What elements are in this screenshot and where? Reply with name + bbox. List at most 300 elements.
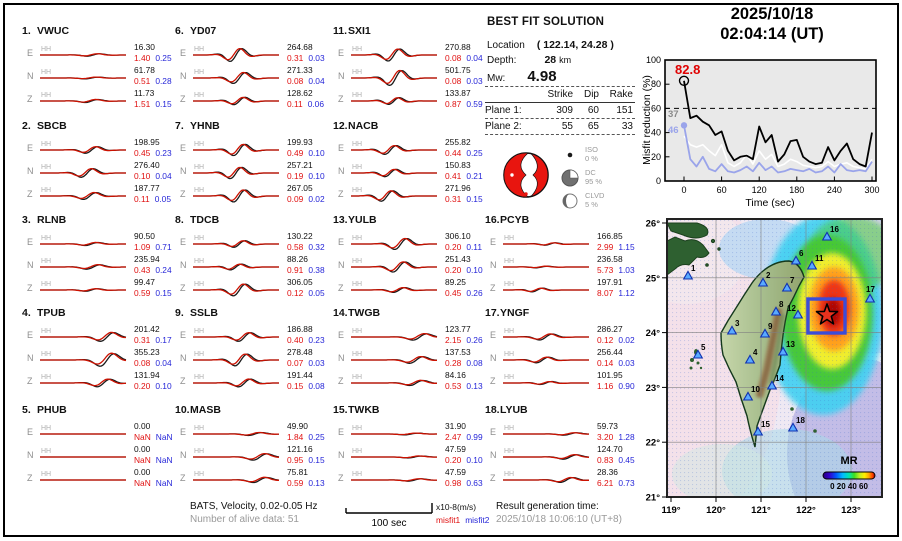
station-block [22, 307, 175, 404]
svg-text:0: 0 [681, 185, 687, 195]
source-components-legend [561, 144, 637, 213]
component-label: E [180, 237, 187, 247]
misfit-reduction-panel [638, 0, 902, 215]
component-label: N [180, 353, 187, 363]
station-title: 5. PHUB [22, 404, 67, 416]
svg-text:HH: HH [41, 69, 52, 76]
trace-values: 256.44 0.14 0.03 [597, 347, 635, 368]
waveform-trace-row [22, 370, 175, 396]
location-label: Location [487, 40, 525, 51]
waveform-trace-row [485, 370, 638, 396]
trace-values: 47.59 0.20 0.10 [445, 444, 483, 465]
station-block [485, 307, 638, 404]
svg-text:119°: 119° [661, 505, 681, 516]
trace-values: 90.50 1.09 0.71 [134, 231, 172, 252]
trace-values: 128.62 0.11 0.06 [287, 88, 324, 109]
trace-values: 31.90 2.47 0.99 [445, 421, 483, 442]
waveform-trace-row [333, 370, 486, 396]
svg-text:17: 17 [866, 285, 875, 294]
trace-values: 198.95 0.45 0.23 [134, 137, 172, 158]
colorbar-ticks: 0 20 40 60 [830, 482, 868, 491]
taiwan-map [638, 215, 902, 541]
waveform-trace-row [333, 277, 486, 303]
station-title: 8. TDCB [175, 214, 220, 226]
station-title: 17.YNGF [485, 307, 530, 319]
svg-text:HH: HH [352, 141, 363, 148]
waveform-plot [501, 277, 593, 303]
waveform-trace-row [485, 277, 638, 303]
svg-text:300: 300 [864, 185, 880, 195]
station-block [22, 404, 175, 501]
svg-text:60: 60 [716, 185, 727, 195]
trace-values: 123.77 2.15 0.26 [445, 324, 483, 345]
processing-info [190, 500, 317, 526]
svg-text:HH: HH [41, 187, 52, 194]
location-value: ( 122.14, 24.28 ) [536, 39, 614, 51]
waveform-trace-row [175, 467, 328, 493]
trace-values: 264.68 0.31 0.03 [287, 42, 325, 63]
map-base-layers [638, 215, 902, 541]
svg-text:2: 2 [766, 271, 771, 280]
svg-text:HH: HH [41, 425, 52, 432]
svg-text:240: 240 [826, 185, 842, 195]
waveform-plot [191, 183, 283, 209]
nodal-planes-table [485, 86, 635, 135]
component-label: E [27, 330, 34, 340]
svg-text:HH: HH [352, 425, 363, 432]
waveform-trace-row [22, 467, 175, 493]
svg-text:Time (sec): Time (sec) [745, 197, 795, 209]
solution-title: BEST FIT SOLUTION [487, 16, 605, 28]
time-scale-bar [344, 501, 440, 529]
trace-values: 197.91 8.07 1.12 [597, 277, 635, 298]
mw-value: 4.98 [527, 68, 557, 85]
waveform-trace-row [175, 88, 328, 114]
svg-text:HH: HH [352, 328, 363, 335]
svg-text:HH: HH [194, 448, 205, 455]
station-block [333, 214, 486, 311]
svg-text:HH: HH [504, 425, 515, 432]
trace-values: 267.05 0.09 0.02 [287, 183, 325, 204]
trace-values: 187.77 0.11 0.05 [134, 183, 171, 204]
waveform-plot [38, 277, 130, 303]
component-label: E [338, 427, 345, 437]
svg-text:HH: HH [352, 281, 363, 288]
waveform-trace-row [175, 277, 328, 303]
svg-text:22°: 22° [645, 437, 660, 449]
waveform-plot [501, 370, 593, 396]
best-fit-solution-panel [483, 8, 639, 214]
svg-text:HH: HH [352, 69, 363, 76]
component-label: E [180, 427, 187, 437]
svg-text:HH: HH [194, 374, 205, 381]
component-label: N [27, 450, 34, 460]
iso-component-icon [561, 144, 581, 166]
svg-text:HH: HH [352, 448, 363, 455]
station-title: 9. SSLB [175, 307, 219, 319]
svg-text:HH: HH [194, 164, 205, 171]
svg-text:25°: 25° [645, 273, 660, 285]
component-label: N [180, 166, 187, 176]
trace-values: 137.53 0.28 0.08 [445, 347, 483, 368]
bandpass-info: BATS, Velocity, 0.02-0.05 Hz [190, 501, 318, 512]
waveform-plot [349, 183, 441, 209]
map-panel [638, 215, 902, 541]
station-title: 14.TWGB [333, 307, 381, 319]
svg-text:HH: HH [504, 448, 515, 455]
component-label: E [27, 48, 34, 58]
station-title: 1. VWUC [22, 25, 70, 37]
waveform-plot [191, 467, 283, 493]
trace-values: 16.30 1.40 0.25 [134, 42, 172, 63]
svg-text:HH: HH [41, 471, 52, 478]
component-label: N [338, 71, 345, 81]
trace-values: 84.16 0.53 0.13 [445, 370, 483, 391]
svg-text:HH: HH [41, 281, 52, 288]
waveform-trace-row [333, 183, 486, 209]
waveform-trace-row [22, 183, 175, 209]
svg-text:HH: HH [41, 328, 52, 335]
svg-text:120: 120 [751, 185, 767, 195]
component-label: ISO 0 % [585, 145, 598, 163]
station-title: 18.LYUB [485, 404, 528, 416]
trace-values: 166.85 2.99 1.15 [597, 231, 635, 252]
svg-text:10: 10 [751, 385, 760, 394]
svg-text:13: 13 [786, 340, 795, 349]
component-label: Z [180, 376, 186, 386]
component-row [561, 190, 637, 213]
svg-text:37: 37 [668, 109, 679, 120]
svg-text:HH: HH [352, 187, 363, 194]
station-block [22, 120, 175, 217]
trace-values: 150.83 0.41 0.21 [445, 160, 483, 181]
svg-text:4: 4 [753, 348, 758, 357]
alive-data-count: Number of alive data: 51 [190, 514, 299, 525]
svg-text:180: 180 [789, 185, 805, 195]
waveform-plot [38, 370, 130, 396]
component-label: DC 95 % [585, 168, 603, 186]
trace-values: 0.00 NaN NaN [134, 467, 173, 488]
mw-row [487, 68, 557, 85]
station-block [333, 307, 486, 404]
station-title: 6. YD07 [175, 25, 217, 37]
trace-values: 355.23 0.08 0.04 [134, 347, 172, 368]
component-label: Z [490, 283, 496, 293]
misfit1-legend: misfit1 [436, 514, 461, 525]
trace-values: 75.81 0.59 0.13 [287, 467, 325, 488]
station-title: 15.TWKB [333, 404, 380, 416]
svg-text:16: 16 [830, 225, 839, 234]
station-block [333, 120, 486, 217]
station-block [485, 404, 638, 501]
svg-text:HH: HH [504, 235, 515, 242]
trace-values: 286.27 0.12 0.02 [597, 324, 635, 345]
svg-text:HH: HH [352, 258, 363, 265]
trace-values: 257.21 0.19 0.10 [287, 160, 325, 181]
depth-unit: km [559, 55, 572, 65]
svg-text:HH: HH [352, 351, 363, 358]
svg-text:9: 9 [768, 322, 773, 331]
component-label: N [338, 166, 345, 176]
nodal-plane-row: Plane 2: 55 65 33 [485, 119, 635, 135]
amplitude-units: x10-8(m/s) [436, 502, 477, 512]
result-label: Result generation time: [496, 501, 599, 512]
svg-text:HH: HH [194, 92, 205, 99]
depth-row [487, 54, 571, 66]
trace-values: 251.43 0.20 0.10 [445, 254, 483, 275]
svg-text:HH: HH [504, 281, 515, 288]
component-label: E [180, 330, 187, 340]
station-title: 10.MASB [175, 404, 221, 416]
component-label: E [338, 330, 345, 340]
component-label: N [27, 71, 34, 81]
svg-text:HH: HH [41, 164, 52, 171]
svg-text:HH: HH [194, 46, 205, 53]
trace-values: 0.00 NaN NaN [134, 444, 173, 465]
svg-text:HH: HH [352, 471, 363, 478]
station-block [333, 404, 486, 501]
waveform-trace-row [22, 88, 175, 114]
trace-values: 47.59 0.98 0.63 [445, 467, 483, 488]
component-label: N [490, 450, 497, 460]
component-label: N [338, 450, 345, 460]
svg-text:121°: 121° [751, 505, 771, 516]
svg-text:HH: HH [504, 258, 515, 265]
svg-text:HH: HH [194, 258, 205, 265]
component-label: Z [180, 189, 186, 199]
waveform-plot [349, 277, 441, 303]
event-date: 2025/10/18 [730, 5, 814, 23]
svg-text:HH: HH [194, 351, 205, 358]
station-block [175, 404, 328, 501]
component-label: E [27, 427, 34, 437]
waveform-plot [191, 88, 283, 114]
svg-text:7: 7 [790, 276, 795, 285]
svg-text:HH: HH [41, 351, 52, 358]
svg-text:HH: HH [352, 235, 363, 242]
station-title: 16.PCYB [485, 214, 530, 226]
trace-values: 88.26 0.91 0.38 [287, 254, 325, 275]
component-label: Z [27, 94, 33, 104]
svg-text:HH: HH [41, 374, 52, 381]
trace-values: 28.36 6.21 0.73 [597, 467, 635, 488]
mw-label: Mw: [487, 73, 506, 84]
trace-values: 130.22 0.58 0.32 [287, 231, 325, 252]
svg-text:60: 60 [650, 103, 661, 114]
svg-text:11: 11 [815, 254, 824, 263]
trace-values: 0.00 NaN NaN [134, 421, 173, 442]
svg-text:HH: HH [194, 235, 205, 242]
svg-text:Misfit reduction (%): Misfit reduction (%) [641, 75, 653, 165]
component-label: Z [180, 94, 186, 104]
component-label: N [180, 450, 187, 460]
location-row [487, 39, 614, 51]
waveform-plot [191, 277, 283, 303]
trace-values: 99.47 0.59 0.15 [134, 277, 172, 298]
svg-text:HH: HH [41, 46, 52, 53]
trace-values: 186.88 0.40 0.23 [287, 324, 325, 345]
component-label: N [338, 260, 345, 270]
svg-text:HH: HH [41, 235, 52, 242]
svg-text:6: 6 [799, 249, 804, 258]
trace-values: 236.58 5.73 1.03 [597, 254, 635, 275]
trace-values: 271.96 0.31 0.15 [445, 183, 483, 204]
waveform-trace-row [333, 467, 486, 493]
trace-values: 201.42 0.31 0.17 [134, 324, 172, 345]
nodal-plane-row: Plane 1: 309 60 151 [485, 103, 635, 119]
svg-text:HH: HH [41, 258, 52, 265]
svg-text:21°: 21° [645, 492, 660, 504]
svg-text:HH: HH [504, 351, 515, 358]
trace-values: 133.87 0.87 0.59 [445, 88, 483, 109]
misfit2-legend: misfit2 [465, 514, 490, 525]
waveform-plot [349, 88, 441, 114]
waveform-plot [349, 467, 441, 493]
trace-values: 191.44 0.15 0.08 [287, 370, 325, 391]
station-block [485, 214, 638, 311]
svg-text:23°: 23° [645, 382, 660, 394]
waveform-trace-row [175, 183, 328, 209]
svg-text:8: 8 [779, 300, 784, 309]
trace-values: 49.90 1.84 0.25 [287, 421, 325, 442]
station-title: 3. RLNB [22, 214, 67, 226]
component-label: N [27, 166, 34, 176]
station-title: 2. SBCB [22, 120, 67, 132]
component-label: E [338, 48, 345, 58]
svg-text:1: 1 [691, 264, 696, 273]
colorbar-label: MR [840, 455, 858, 467]
svg-text:HH: HH [41, 92, 52, 99]
component-label: Z [338, 376, 344, 386]
component-label: E [27, 143, 34, 153]
component-label: Z [338, 94, 344, 104]
svg-text:HH: HH [41, 448, 52, 455]
trace-values: 270.88 0.08 0.04 [445, 42, 483, 63]
event-time: 02:04:14 (UT) [720, 25, 824, 43]
svg-text:82.8: 82.8 [675, 62, 701, 77]
waveform-plot [349, 370, 441, 396]
station-block [175, 307, 328, 404]
svg-text:80: 80 [650, 79, 661, 90]
station-title: 12.NACB [333, 120, 379, 132]
waveform-plot [38, 88, 130, 114]
trace-values: 501.75 0.08 0.03 [445, 65, 483, 86]
waveform-trace-row [485, 467, 638, 493]
svg-text:123°: 123° [841, 505, 861, 516]
svg-text:24°: 24° [645, 328, 660, 340]
component-label: N [27, 260, 34, 270]
component-label: Z [338, 189, 344, 199]
trace-values: 124.70 0.83 0.45 [597, 444, 635, 465]
svg-text:HH: HH [352, 92, 363, 99]
trace-values: 278.48 0.07 0.03 [287, 347, 325, 368]
waveform-plot [38, 183, 130, 209]
svg-text:3: 3 [735, 319, 740, 328]
component-label: Z [490, 473, 496, 483]
trace-values: 199.93 0.49 0.10 [287, 137, 325, 158]
trace-values: 276.40 0.10 0.04 [134, 160, 172, 181]
station-title: 4. TPUB [22, 307, 66, 319]
component-label: E [180, 143, 187, 153]
svg-text:5: 5 [701, 343, 706, 352]
svg-text:HH: HH [504, 328, 515, 335]
trace-values: 306.05 0.12 0.05 [287, 277, 325, 298]
component-row [561, 144, 637, 167]
svg-text:18: 18 [796, 416, 805, 425]
waveform-trace-row [22, 277, 175, 303]
units-and-legend [436, 501, 489, 526]
svg-text:14: 14 [775, 374, 784, 383]
trace-values: 101.95 1.16 0.90 [597, 370, 635, 391]
component-label: Z [338, 283, 344, 293]
component-label: Z [27, 376, 33, 386]
trace-values: 59.73 3.20 1.28 [597, 421, 635, 442]
svg-text:HH: HH [194, 328, 205, 335]
svg-text:120°: 120° [706, 505, 726, 516]
svg-text:HH: HH [194, 69, 205, 76]
waveform-plot [191, 370, 283, 396]
svg-text:26°: 26° [645, 218, 660, 230]
svg-text:HH: HH [504, 471, 515, 478]
svg-text:20: 20 [650, 151, 661, 162]
svg-text:15: 15 [761, 420, 770, 429]
trace-values: 271.33 0.08 0.04 [287, 65, 325, 86]
svg-text:0: 0 [655, 176, 661, 186]
component-label: N [490, 353, 497, 363]
station-block [175, 120, 328, 217]
component-label: E [338, 143, 345, 153]
station-title: 11.SXI1 [333, 25, 371, 37]
station-block [175, 25, 328, 122]
station-block [175, 214, 328, 311]
component-label: N [180, 71, 187, 81]
dc-component-icon [561, 167, 581, 189]
svg-text:HH: HH [194, 187, 205, 194]
svg-text:HH: HH [352, 164, 363, 171]
misfit-reduction-plot [638, 0, 902, 215]
svg-text:100: 100 [645, 55, 661, 65]
component-label: E [490, 237, 497, 247]
station-block [22, 214, 175, 311]
result-timestamp: 2025/10/18 10:06:10 (UT+8) [496, 514, 622, 525]
svg-text:HH: HH [194, 471, 205, 478]
svg-text:HH: HH [504, 374, 515, 381]
component-label: CLVD 5 % [585, 191, 605, 209]
svg-text:46: 46 [668, 125, 679, 136]
component-label: Z [27, 473, 33, 483]
station-block [333, 25, 486, 122]
component-label: N [490, 260, 497, 270]
depth-value: 28 [544, 54, 557, 66]
component-label: N [338, 353, 345, 363]
trace-values: 89.25 0.45 0.26 [445, 277, 483, 298]
svg-text:HH: HH [352, 374, 363, 381]
scale-bar-label: 100 sec [371, 518, 407, 529]
clvd-component-icon [561, 190, 581, 212]
waveform-plot [501, 467, 593, 493]
component-label: E [27, 237, 34, 247]
component-label: Z [27, 189, 33, 199]
component-row [561, 167, 637, 190]
svg-text:HH: HH [194, 141, 205, 148]
component-label: E [490, 330, 497, 340]
result-generation [496, 500, 622, 526]
component-label: Z [490, 376, 496, 386]
component-label: Z [338, 473, 344, 483]
trace-values: 121.16 0.95 0.15 [287, 444, 325, 465]
svg-text:12: 12 [787, 304, 796, 313]
trace-values: 61.78 0.51 0.28 [134, 65, 172, 86]
